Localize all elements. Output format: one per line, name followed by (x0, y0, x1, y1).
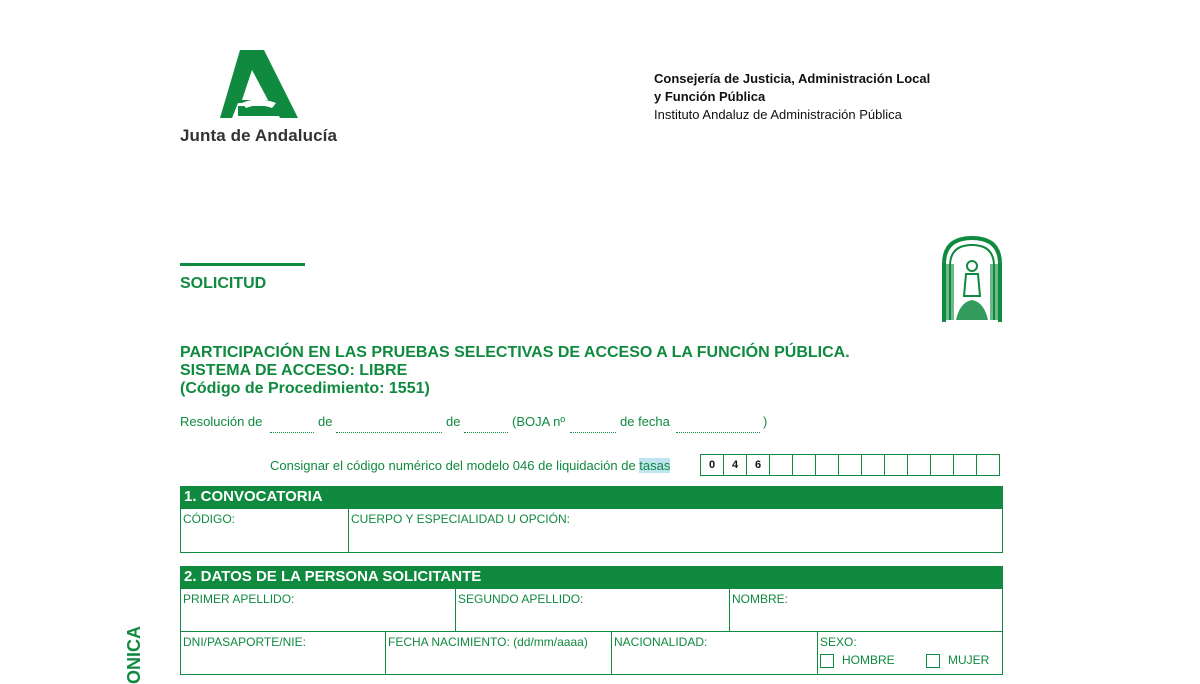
hombre-label: HOMBRE (842, 653, 895, 667)
nombre-field[interactable] (729, 588, 1003, 632)
nombre-label: NOMBRE: (732, 592, 789, 606)
side-vertical-text (122, 624, 146, 684)
section-1-header: 1. CONVOCATORIA (180, 486, 1003, 508)
form-label: SOLICITUD (180, 275, 267, 292)
logo-text: Junta de Andalucía (180, 126, 338, 145)
title-line-1: PARTICIPACIÓN EN LAS PRUEBAS SELECTIVAS DE ACCESO A LA FUNCIÓN PÚBLICA. (180, 344, 850, 361)
fee-digit[interactable] (908, 455, 931, 475)
fee-digit[interactable] (862, 455, 885, 475)
fecha-nacimiento-field[interactable] (385, 631, 612, 675)
dept-line-3: Instituto Andaluz de Administración Pública (654, 107, 902, 122)
fee-digit[interactable] (839, 455, 862, 475)
segundo-apellido-label: SEGUNDO APELLIDO: (458, 592, 584, 606)
primer-apellido-field[interactable] (180, 588, 456, 632)
procedure-title (180, 344, 850, 398)
boja-label: (BOJA nº (512, 414, 566, 429)
close-paren: ) (763, 414, 768, 429)
nacionalidad-label: NACIONALIDAD: (614, 635, 708, 649)
fee-digit[interactable] (793, 455, 816, 475)
fee-digit[interactable]: 0 (701, 455, 724, 475)
mujer-label: MUJER (948, 653, 990, 667)
sexo-field (817, 631, 1003, 675)
de-fecha-label: de fecha (620, 414, 670, 429)
fee-digit[interactable] (885, 455, 908, 475)
boja-date-field[interactable] (676, 432, 760, 433)
fee-digit[interactable] (954, 455, 977, 475)
dept-line-1: Consejería de Justicia, Administración Local (654, 71, 931, 86)
codigo-label: CÓDIGO: (183, 512, 236, 526)
resolution-label: Resolución de (180, 414, 263, 429)
resolution-day-field[interactable] (270, 432, 314, 433)
title-line-3: (Código de Procedimiento: 1551) (180, 380, 430, 397)
cuerpo-label: CUERPO Y ESPECIALIDAD U OPCIÓN: (351, 512, 570, 526)
fee-code-label (270, 458, 670, 473)
de-label-1: de (318, 414, 333, 429)
fee-digit[interactable] (977, 455, 999, 475)
andalucia-seal-icon (940, 234, 1004, 324)
nacionalidad-field[interactable] (611, 631, 818, 675)
codigo-field[interactable] (180, 508, 349, 553)
boja-number-field[interactable] (570, 432, 616, 433)
de-label-2: de (446, 414, 461, 429)
fee-digit[interactable] (931, 455, 954, 475)
dept-line-2: y Función Pública (654, 89, 766, 104)
fee-digit[interactable]: 4 (724, 455, 747, 475)
resolution-year-field[interactable] (464, 432, 508, 433)
solicitud-rule (180, 263, 305, 266)
section-2-header: 2. DATOS DE LA PERSONA SOLICITANTE (180, 566, 1003, 588)
department-block (654, 70, 930, 124)
resolution-month-field[interactable] (336, 432, 442, 433)
fee-label-highlight: tasas (639, 458, 671, 473)
title-line-2: SISTEMA DE ACCESO: LIBRE (180, 362, 408, 379)
fee-code-boxes[interactable] (700, 454, 1000, 476)
hombre-checkbox[interactable] (820, 654, 834, 668)
fecha-nacimiento-label: FECHA NACIMIENTO: (dd/mm/aaaa) (388, 635, 588, 649)
dni-field[interactable] (180, 631, 386, 675)
cuerpo-field[interactable] (348, 508, 1003, 553)
segundo-apellido-field[interactable] (455, 588, 730, 632)
mujer-checkbox[interactable] (926, 654, 940, 668)
fee-digit[interactable] (816, 455, 839, 475)
fee-digit[interactable]: 6 (747, 455, 770, 475)
sexo-label: SEXO: (820, 635, 857, 649)
primer-apellido-label: PRIMER APELLIDO: (183, 592, 295, 606)
side-text: ONICA (124, 626, 144, 684)
dni-label: DNI/PASAPORTE/NIE: (183, 635, 306, 649)
fee-label-text: Consignar el código numérico del modelo 046 de liquidación de (270, 458, 640, 473)
fee-digit[interactable] (770, 455, 793, 475)
